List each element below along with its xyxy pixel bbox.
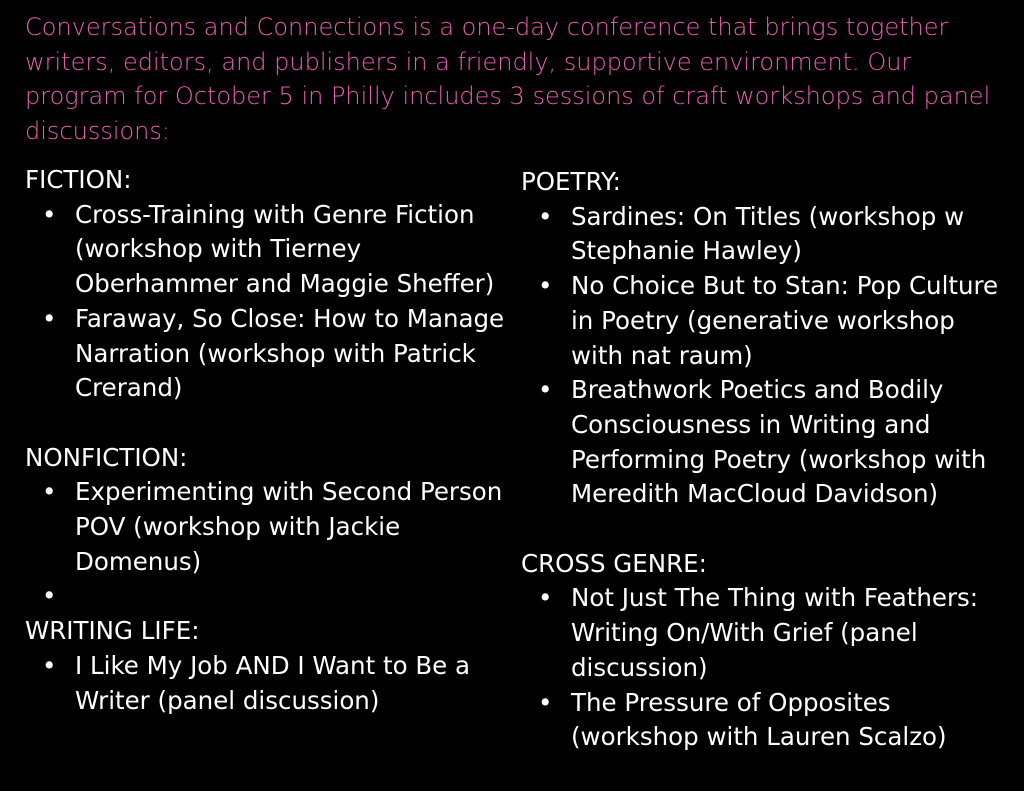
bullet-icon: • (42, 303, 57, 333)
list-item (521, 373, 1011, 512)
session-title: I Like My Job AND I Want to Be a Writer (panel discussion) (75, 650, 471, 715)
bullet-icon: • (42, 477, 57, 507)
bullet-icon: • (538, 687, 553, 717)
list-item-empty (25, 579, 505, 614)
bullet-icon: • (538, 201, 553, 231)
writing-life-list (25, 649, 505, 718)
bullet-icon: • (538, 583, 553, 613)
poetry-list (521, 200, 1011, 512)
section-title-nonfiction: NONFICTION: (25, 442, 188, 472)
intro-paragraph: Conversations and Connections is a one-day conference that brings together writers, editors, and publishers in a friendly, supportive environment. Our program for October 5 in Philly includes 3 sessions of craft workshops and panel discussions: (25, 13, 991, 145)
bullet-icon: • (538, 271, 553, 301)
session-title: Faraway, So Close: How to Manage Narration (workshop with Patrick Crerand) (75, 303, 505, 403)
session-title: Not Just The Thing with Feathers: Writing On/With Grief (panel discussion) (571, 583, 979, 682)
section-title-poetry: POETRY: (521, 167, 621, 196)
list-item (25, 649, 505, 718)
list-item (521, 269, 1011, 373)
section-title-cross-genre: CROSS GENRE: (521, 548, 707, 578)
right-column (521, 165, 1011, 755)
session-title: The Pressure of Opposites (workshop with Lauren Scalzo) (571, 687, 947, 752)
session-title: Breathwork Poetics and Bodily Consciousness in Writing and Performing Poetry (workshop with Meredith MacCloud Davidson) (571, 375, 987, 509)
session-title: Sardines: On Titles (workshop w Stephanie Hawley) (571, 201, 965, 266)
list-item (521, 581, 1011, 685)
nonfiction-list (25, 475, 505, 614)
session-title: Experimenting with Second Person POV (workshop with Jackie Domenus) (75, 477, 503, 576)
bullet-icon: • (42, 199, 57, 229)
section-title-writing-life: WRITING LIFE: (25, 616, 200, 646)
session-title: Cross-Training with Genre Fiction (workshop with Tierney Oberhammer and Maggie Sheffer) (75, 199, 495, 299)
list-item (25, 198, 505, 302)
fiction-list (25, 198, 505, 406)
session-title: No Choice But to Stan: Pop Culture in Poetry (generative workshop with nat raum) (571, 271, 999, 370)
spacer (521, 512, 1011, 547)
cross-genre-list (521, 581, 1011, 755)
bullet-icon: • (42, 581, 57, 611)
section-title-fiction: FICTION: (25, 165, 132, 194)
bullet-icon: • (42, 650, 57, 680)
bullet-icon: • (538, 375, 553, 405)
list-item (521, 200, 1011, 269)
spacer (25, 406, 505, 441)
list-item (521, 686, 1011, 755)
list-item (25, 302, 505, 406)
list-item (25, 475, 505, 579)
left-column (25, 163, 505, 718)
